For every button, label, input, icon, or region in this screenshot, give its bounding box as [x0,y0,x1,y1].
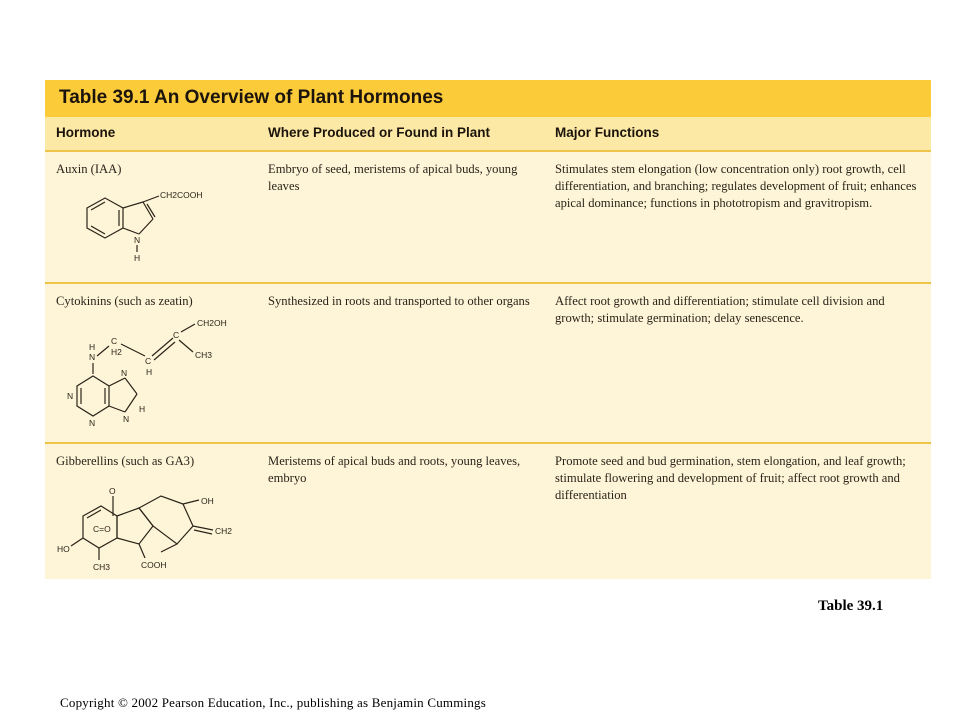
chem-label: N [89,418,96,428]
chem-label: C=O [93,524,111,534]
chem-label: OH [201,496,214,506]
chem-label: H2 [111,347,122,357]
chem-label: N [67,391,74,401]
chem-label: H [134,253,141,263]
chem-label: N [134,235,141,245]
table-row [45,284,931,442]
chem-label: C [111,336,118,346]
table-title: Table 39.1 An Overview of Plant Hormones [59,87,444,108]
chem-label: HO [57,544,70,554]
production-site: Embryo of seed, meristems of apical buds, young leaves [268,162,518,193]
hormone-name: Gibberellins (such as GA3) [56,454,195,468]
header-where-produced: Where Produced or Found in Plant [268,125,491,140]
table-row [45,152,931,282]
copyright-notice: Copyright © 2002 Pearson Education, Inc., publishing as Benjamin Cummings [60,695,486,710]
chem-label: CH2OH [197,318,227,328]
slide-caption: Table 39.1 [818,598,884,614]
hormone-name: Cytokinins (such as zeatin) [56,294,193,308]
chem-label: C [173,330,180,340]
major-functions: Stimulates stem elongation (low concentration only) root growth, cell differentiation, and branching; regulates development of fruit; enhances apical dominance; functions in phototropism and gravitropism. [555,162,917,210]
chem-label: N [89,352,96,362]
chem-label: N [121,368,128,378]
header-hormone: Hormone [56,125,116,140]
chem-label: H [139,404,146,414]
hormone-table [45,80,931,579]
auxin-structure-diagram [67,186,227,266]
table-row [45,444,931,579]
chem-label: H [146,367,153,377]
chem-label: N [123,414,130,424]
chem-label: CH2 [215,526,233,536]
header-major-functions: Major Functions [555,125,660,140]
production-site: Synthesized in roots and transported to other organs [268,294,530,308]
major-functions: Affect root growth and differentiation; stimulate cell division and growth; stimulate germination; delay senescence. [555,294,885,325]
gibberellin-structure-diagram [53,482,253,579]
major-functions: Promote seed and bud germination, stem elongation, and leaf growth; stimulate flowering and development of fruit; affect root growth and differentiation [555,454,906,502]
hormone-name: Auxin (IAA) [56,162,122,176]
chem-label: H [89,342,96,352]
chem-label: CH2COOH [160,190,203,200]
table-header-row [45,117,931,150]
zeatin-structure-diagram [65,314,255,439]
production-site: Meristems of apical buds and roots, young leaves, embryo [268,454,521,485]
chem-label: CH3 [93,562,111,572]
chem-label: O [109,486,116,496]
chem-label: COOH [141,560,167,570]
table-title-bar [45,80,931,117]
chem-label: C [145,356,152,366]
chem-label: CH3 [195,350,213,360]
